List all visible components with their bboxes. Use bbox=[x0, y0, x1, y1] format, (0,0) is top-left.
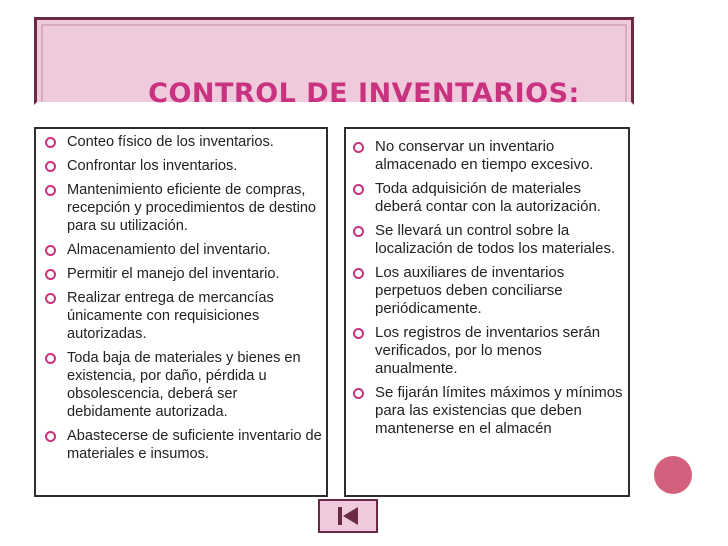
list-item bbox=[353, 384, 624, 438]
left-bullet-list bbox=[36, 129, 326, 463]
list-item bbox=[353, 222, 624, 258]
bullet-icon bbox=[45, 293, 56, 304]
list-item-text: Toda baja de materiales y bienes en existencia, por daño, pérdida u obsolescencia, deberá ser debidamente autorizada. bbox=[67, 350, 301, 420]
left-column bbox=[34, 127, 328, 497]
list-item bbox=[45, 241, 322, 259]
bullet-icon bbox=[45, 161, 56, 172]
list-item-text: Permitir el manejo del inventario. bbox=[67, 266, 280, 282]
list-item-text: Mantenimiento eficiente de compras, recepción y procedimientos de destino para su utilización. bbox=[67, 182, 317, 234]
list-item-text: Confrontar los inventarios. bbox=[67, 158, 238, 174]
list-item bbox=[45, 349, 322, 421]
first-slide-button[interactable] bbox=[318, 499, 378, 533]
list-item bbox=[353, 138, 624, 174]
bullet-icon bbox=[353, 388, 364, 399]
bullet-icon bbox=[353, 268, 364, 279]
list-item-text: Los auxiliares de inventarios perpetuos deben conciliarse periódicamente. bbox=[375, 264, 565, 317]
list-item bbox=[45, 427, 322, 463]
list-item-text: Los registros de inventarios serán verificados, por lo menos anualmente. bbox=[375, 324, 601, 377]
list-item bbox=[353, 264, 624, 318]
bullet-icon bbox=[45, 269, 56, 280]
list-item-text: No conservar un inventario almacenado en tiempo excesivo. bbox=[375, 138, 594, 173]
decorative-circle bbox=[654, 456, 692, 494]
bullet-icon bbox=[353, 226, 364, 237]
bullet-icon bbox=[353, 328, 364, 339]
list-item-text: Se llevará un control sobre la localización de todos los materiales. bbox=[375, 222, 616, 257]
bullet-icon bbox=[45, 245, 56, 256]
list-item bbox=[353, 180, 624, 216]
list-item-text: Almacenamiento del inventario. bbox=[67, 242, 271, 258]
skip-to-first-icon bbox=[330, 504, 366, 528]
list-item bbox=[353, 324, 624, 378]
bullet-icon bbox=[45, 353, 56, 364]
list-item bbox=[45, 133, 322, 151]
list-item-text: Toda adquisición de materiales deberá contar con la autorización. bbox=[375, 180, 601, 215]
list-item bbox=[45, 157, 322, 175]
bullet-icon bbox=[45, 185, 56, 196]
right-column bbox=[344, 127, 630, 497]
list-item-text: Realizar entrega de mercancías únicamente con requisiciones autorizadas. bbox=[67, 290, 274, 342]
right-bullet-list bbox=[346, 129, 628, 438]
list-item bbox=[45, 289, 322, 343]
list-item bbox=[45, 181, 322, 235]
list-item-text: Abastecerse de suficiente inventario de materiales e insumos. bbox=[67, 428, 322, 462]
bullet-icon bbox=[45, 137, 56, 148]
slide-title: CONTROL DE INVENTARIOS: bbox=[148, 78, 580, 109]
bullet-icon bbox=[45, 431, 56, 442]
list-item bbox=[45, 265, 322, 283]
bullet-icon bbox=[353, 142, 364, 153]
list-item-text: Se fijarán límites máximos y mínimos para las existencias que deben mantenerse en el almacén bbox=[375, 384, 623, 437]
bullet-icon bbox=[353, 184, 364, 195]
list-item-text: Conteo físico de los inventarios. bbox=[67, 134, 274, 150]
